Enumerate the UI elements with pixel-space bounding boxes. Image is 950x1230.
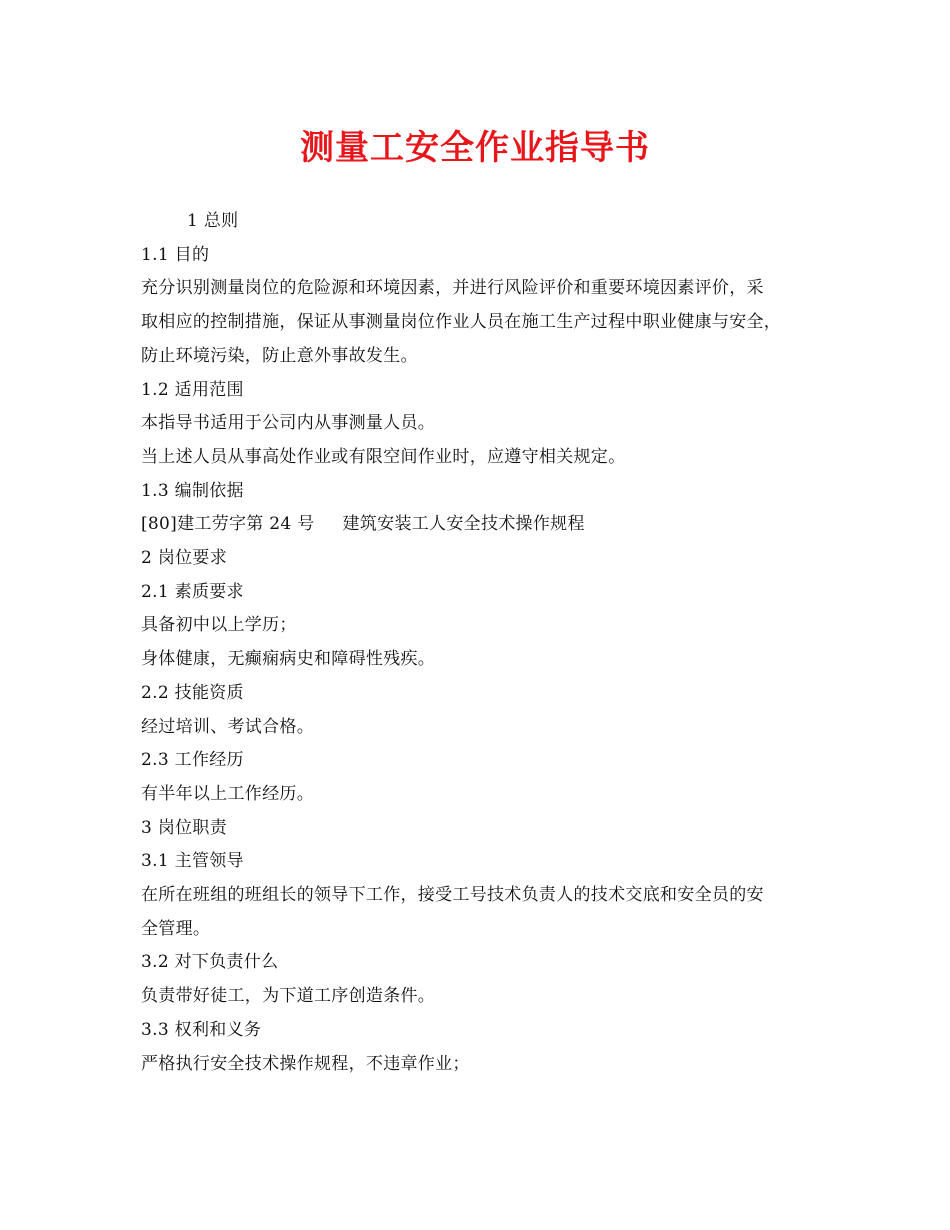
paragraph-line: 当上述人员从事高处作业或有限空间作业时，应遵守相关规定。 bbox=[141, 446, 626, 467]
subsection-heading-2-2: 2.2 技能资质 bbox=[141, 682, 244, 703]
reference-title: 建筑安装工人安全技术操作规程 bbox=[342, 514, 585, 535]
subsection-heading-1-1: 1.1 目的 bbox=[141, 244, 210, 265]
paragraph-line: 取相应的控制措施，保证从事测量岗位作业人员在施工生产过程中职业健康与安全， bbox=[141, 312, 782, 333]
section-heading-3: 3 岗位职责 bbox=[141, 817, 228, 838]
paragraph-line: 经过培训、考试合格。 bbox=[141, 716, 314, 737]
paragraph-line: 全管理。 bbox=[141, 918, 211, 939]
paragraph-line: 身体健康，无癫痫病史和障碍性残疾。 bbox=[141, 649, 436, 670]
paragraph-line: 具备初中以上学历； bbox=[141, 615, 297, 636]
document-title: 测量工安全作业指导书 bbox=[300, 128, 650, 168]
paragraph-line: 充分识别测量岗位的危险源和环境因素，并进行风险评价和重要环境因素评价，采 bbox=[141, 278, 764, 299]
section-heading-1: 1 总则 bbox=[187, 211, 239, 231]
subsection-heading-2-3: 2.3 工作经历 bbox=[141, 750, 244, 771]
paragraph-line: 本指导书适用于公司内从事测量人员。 bbox=[141, 413, 436, 434]
section-heading-2: 2 岗位要求 bbox=[141, 548, 228, 569]
subsection-heading-2-1: 2.1 素质要求 bbox=[141, 581, 244, 602]
reference-line bbox=[141, 508, 821, 542]
paragraph-line: 有半年以上工作经历。 bbox=[141, 783, 314, 804]
subsection-heading-3-2: 3.2 对下负责什么 bbox=[141, 952, 279, 973]
subsection-heading-1-3: 1.3 编制依据 bbox=[141, 480, 244, 501]
subsection-heading-3-3: 3.3 权利和义务 bbox=[141, 1019, 262, 1040]
paragraph-line: 在所在班组的班组长的领导下工作，接受工号技术负责人的技术交底和安全员的安 bbox=[141, 885, 764, 906]
document-body bbox=[141, 205, 821, 1081]
subsection-heading-1-2: 1.2 适用范围 bbox=[141, 379, 244, 400]
paragraph-line: 负责带好徒工，为下道工序创造条件。 bbox=[141, 986, 436, 1007]
subsection-heading-3-1: 3.1 主管领导 bbox=[141, 851, 244, 872]
paragraph-line: 防止环境污染，防止意外事故发生。 bbox=[141, 345, 418, 366]
paragraph-line: 严格执行安全技术操作规程，不违章作业； bbox=[141, 1053, 470, 1074]
reference-code: [80]建工劳字第 24 号 bbox=[141, 514, 315, 535]
